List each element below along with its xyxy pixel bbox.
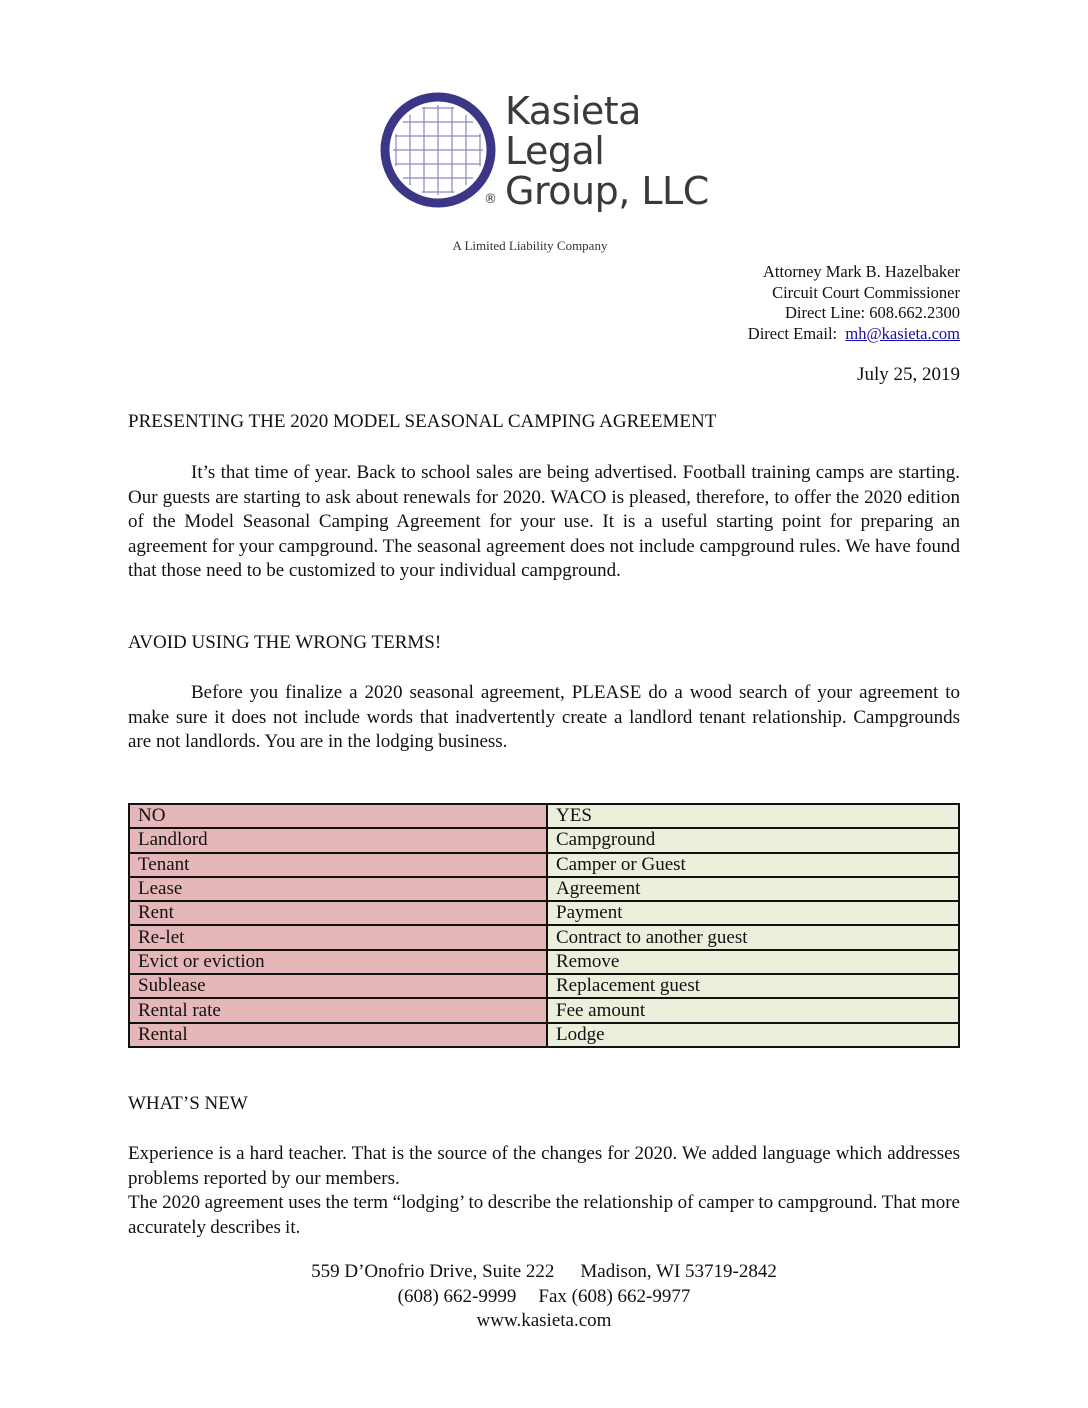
table-cell-yes: Camper or Guest xyxy=(547,853,959,877)
table-cell-yes: Lodge xyxy=(547,1023,959,1047)
direct-line: Direct Line: 608.662.2300 xyxy=(784,303,960,322)
table-cell-yes: Remove xyxy=(547,950,959,974)
direct-email-row xyxy=(748,324,960,345)
section-heading-presenting: PRESENTING THE 2020 MODEL SEASONAL CAMPING AGREEMENT xyxy=(128,411,717,432)
footer-phone: (608) 662-9999 xyxy=(397,1285,517,1307)
table-cell-no: Rent xyxy=(129,901,547,925)
table-header-yes: YES xyxy=(547,804,959,828)
direct-email-label: Direct Email: xyxy=(747,323,838,343)
table-cell-no: Rental xyxy=(129,1023,547,1047)
registered-mark: ® xyxy=(484,192,497,207)
paragraph-terms: Before you finalize a 2020 seasonal agreement, PLEASE do a wood search of your agreement to make sure it does not include words that inadvertently create a landlord tenant relationship. Campgrounds are not landlords. You are in the lodging business. xyxy=(128,682,960,752)
logo-word-kasieta: Kasieta xyxy=(505,89,641,133)
footer-website: www.kasieta.com xyxy=(476,1310,612,1331)
table-cell-no: Evict or eviction xyxy=(129,950,547,974)
table-cell-yes: Agreement xyxy=(547,877,959,901)
attorney-contact-block xyxy=(748,262,960,344)
letter-date: July 25, 2019 xyxy=(857,364,960,385)
table-cell-yes: Replacement guest xyxy=(547,974,959,998)
table-header-row xyxy=(129,804,959,828)
table-row xyxy=(129,974,959,998)
table-cell-no: Rental rate xyxy=(129,998,547,1022)
table-cell-yes: Fee amount xyxy=(547,998,959,1022)
logo-word-legal: Legal xyxy=(505,129,605,173)
table-cell-no: Tenant xyxy=(129,853,547,877)
table-row xyxy=(129,1023,959,1047)
table-row xyxy=(129,901,959,925)
footer-address-row xyxy=(0,1260,1088,1285)
table-row xyxy=(129,950,959,974)
footer-fax: Fax (608) 662-9977 xyxy=(538,1285,691,1307)
logo-word-group: Group, LLC xyxy=(505,169,709,213)
section-heading-avoid-terms: AVOID USING THE WRONG TERMS! xyxy=(128,632,442,653)
table-cell-no: Re-let xyxy=(129,925,547,949)
paragraph-experience: Experience is a hard teacher. That is the source of the changes for 2020. We added language which addresses problems reported by our members. xyxy=(128,1143,960,1189)
table-row xyxy=(129,853,959,877)
company-logo xyxy=(380,88,730,218)
attorney-title: Circuit Court Commissioner xyxy=(772,282,960,302)
table-cell-yes: Campground xyxy=(547,828,959,852)
footer-city: Madison, WI 53719-2842 xyxy=(580,1261,777,1282)
table-header-no: NO xyxy=(129,804,547,828)
logo-tagline: A Limited Liability Company xyxy=(452,238,608,253)
table-cell-yes: Payment xyxy=(547,901,959,925)
direct-email-link[interactable]: mh@kasieta.com xyxy=(845,323,960,343)
table-cell-no: Landlord xyxy=(129,828,547,852)
footer-street: 559 D’Onofrio Drive, Suite 222 xyxy=(311,1261,555,1282)
paragraph-lodging: The 2020 agreement uses the term “lodging’ to describe the relationship of camper to campground. That more accurately describes it. xyxy=(128,1192,960,1238)
section-heading-whats-new: WHAT’S NEW xyxy=(128,1093,248,1114)
table-cell-yes: Contract to another guest xyxy=(547,925,959,949)
attorney-name: Attorney Mark B. Hazelbaker xyxy=(762,262,960,281)
table-row xyxy=(129,877,959,901)
table-row xyxy=(129,998,959,1022)
table-row xyxy=(129,828,959,852)
table-cell-no: Sublease xyxy=(129,974,547,998)
letterhead-footer xyxy=(0,1260,1088,1334)
table-cell-no: Lease xyxy=(129,877,547,901)
footer-phone-row xyxy=(0,1285,1088,1310)
terms-table xyxy=(128,803,960,1048)
paragraph-intro: It’s that time of year. Back to school sales are being advertised. Football training camps are starting. Our guests are starting to ask about renewals for 2020. WACO is pleased, therefore, to offer the 2020 edition of the Model Seasonal Camping Agreement for your use. It is a useful starting point for preparing an agreement for your campground. The seasonal agreement does not include campground rules. We have found that those need to be customized to your individual campground. xyxy=(128,462,960,581)
table-row xyxy=(129,925,959,949)
